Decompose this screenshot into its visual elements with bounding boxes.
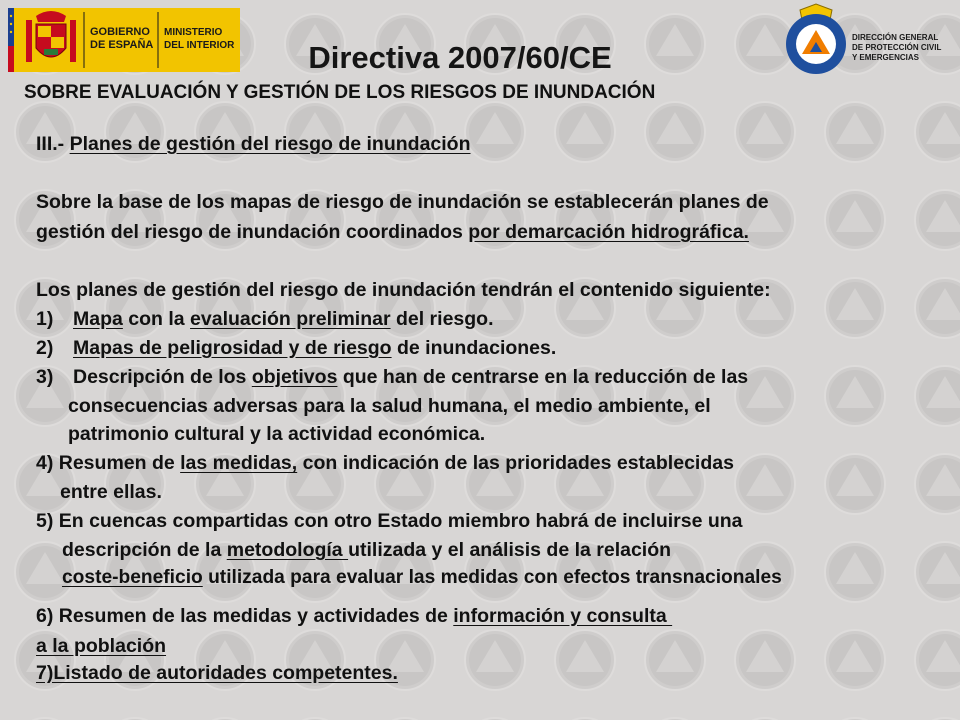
- item-2-number: 2): [36, 337, 54, 359]
- page-title: Directiva 2007/60/CE: [308, 40, 612, 75]
- item-7: [36, 660, 398, 686]
- item-2-u1: Mapas de peligrosidad y de riesgo: [73, 337, 392, 359]
- item-1: [36, 306, 494, 332]
- item-1-t1: con la: [122, 308, 191, 330]
- intro-line-2-underlined: por demarcación hidrográfica.: [468, 221, 749, 243]
- item-3: [36, 364, 748, 390]
- item-5-line-1: 5) En cuencas compartidas con otro Estado miembro habrá de incluirse una: [36, 510, 743, 532]
- item-3-line-3: patrimonio cultural y la actividad económica.: [68, 423, 486, 445]
- item-4: [36, 450, 734, 476]
- item-6-line-2: [36, 633, 166, 659]
- ministerio-text-l1: MINISTERIO: [164, 27, 223, 38]
- item-1-number: 1): [36, 308, 54, 330]
- item-4-t1: 4) Resumen de: [36, 452, 181, 474]
- dgpc-text-l1: DIRECCIÓN GENERAL: [852, 33, 939, 42]
- item-5-line-2: [62, 537, 671, 563]
- section-heading: Planes de gestión del riesgo de inundación: [69, 133, 471, 155]
- gobierno-text-l2: DE ESPAÑA: [90, 39, 154, 51]
- gobierno-text-l1: GOBIERNO: [90, 26, 150, 38]
- item-5-l2-underlined: metodología: [226, 539, 349, 561]
- item-4-line-2: entre ellas.: [60, 481, 162, 503]
- item-3-number: 3): [36, 366, 54, 388]
- item-2-t1: de inundaciones.: [391, 337, 557, 359]
- item-5-l2-pre: descripción de la: [62, 539, 227, 561]
- intro-line-1: Sobre la base de los mapas de riesgo de inundación se establecerán planes de: [36, 191, 769, 213]
- page-subtitle: SOBRE EVALUACIÓN Y GESTIÓN DE LOS RIESGOS DE INUNDACIÓN: [24, 82, 656, 103]
- item-1-u1: Mapa: [73, 308, 123, 330]
- item-4-u1: las medidas,: [180, 452, 298, 474]
- item-5-line-3: [62, 565, 782, 591]
- dgpc-text-l3: Y EMERGENCIAS: [852, 53, 919, 62]
- item-1-t2: del riesgo.: [390, 308, 494, 330]
- intro-line-2-text: gestión del riesgo de inundación coordinados: [36, 221, 469, 243]
- item-3-t2: que han de centrarse en la reducción de las: [337, 366, 749, 388]
- content-intro: Los planes de gestión del riesgo de inundación tendrán el contenido siguiente:: [36, 279, 771, 301]
- item-6-u1: información y consulta: [453, 605, 673, 627]
- ministerio-text-l2: DEL INTERIOR: [164, 40, 235, 51]
- intro-line-2: [36, 219, 749, 245]
- item-6: [36, 603, 672, 629]
- item-7-underlined: 7)Listado de autoridades competentes.: [36, 662, 398, 684]
- item-5-l3-underlined: coste-beneficio: [62, 567, 203, 588]
- dgpc-text-l2: DE PROTECCIÓN CIVIL: [852, 43, 942, 52]
- item-6-l2-underlined: a la población: [36, 635, 167, 657]
- item-3-t1: Descripción de los: [73, 366, 252, 388]
- item-4-t2: con indicación de las prioridades establecidas: [297, 452, 734, 474]
- item-1-u2: evaluación preliminar: [190, 308, 391, 330]
- item-2: [36, 335, 556, 361]
- item-6-t1: 6) Resumen de las medidas y actividades de: [36, 605, 454, 627]
- item-5-l2-post: utilizada y el análisis de la relación: [348, 539, 672, 561]
- item-3-line-2: consecuencias adversas para la salud humana, el medio ambiente, el: [68, 395, 711, 417]
- item-3-u1: objetivos: [251, 366, 338, 388]
- item-5-l3-post: utilizada para evaluar las medidas con efectos transnacionales: [202, 567, 782, 588]
- section-heading-row: [36, 131, 471, 157]
- section-number: III.-: [36, 133, 65, 155]
